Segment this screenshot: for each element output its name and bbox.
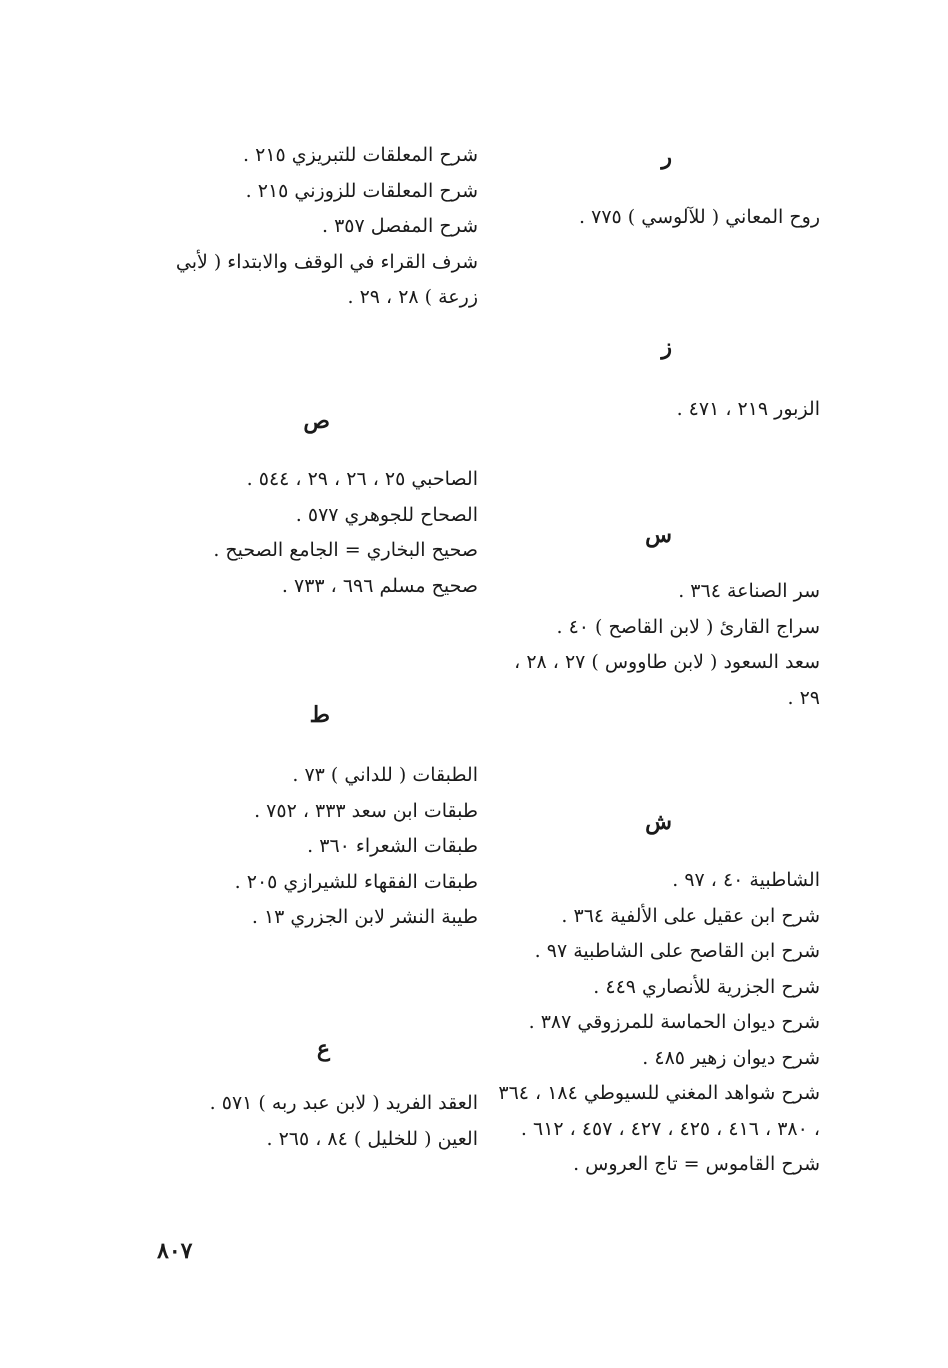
section-letter: ط bbox=[309, 702, 330, 728]
index-entry: صحيح مسلم ٦٩٦ ، ٧٣٣ . bbox=[281, 574, 478, 597]
index-entry: العقد الفريد ( لابن عبد ربه ) ٥٧١ . bbox=[209, 1092, 478, 1114]
section-ra bbox=[490, 140, 820, 236]
index-entry: روح المعاني ( للآلوسي ) ٧٧٥ . bbox=[579, 206, 820, 228]
index-entry: طبقات الفقهاء للشيرازي ٢٠٥ . bbox=[234, 870, 478, 893]
section-ayn bbox=[158, 1032, 478, 1157]
section-ta bbox=[158, 698, 478, 936]
index-entry: الصاحبي ٢٥ ، ٢٦ ، ٢٩ ، ٥٤٤ . bbox=[246, 468, 478, 490]
index-entry: شرح ديوان زهير ٤٨٥ . bbox=[642, 1046, 820, 1069]
entry-list bbox=[158, 138, 478, 316]
entry-list bbox=[158, 1086, 478, 1157]
index-entry: شرح ابن عقيل على الألفية ٣٦٤ . bbox=[561, 904, 820, 927]
index-entry: شرح ابن القاصح على الشاطبية ٩٧ . bbox=[534, 940, 820, 962]
index-entry: شرح ديوان الحماسة للمرزوقي ٣٨٧ . bbox=[528, 1011, 820, 1033]
entry-list bbox=[490, 200, 820, 236]
section-letter: س bbox=[645, 522, 672, 548]
page-number: ٨٠٧ bbox=[157, 1238, 193, 1264]
index-entry: شرح الجزرية للأنصاري ٤٤٩ . bbox=[593, 975, 820, 998]
index-entry: سراج القارئ ( لابن القاصح ) ٤٠ . bbox=[556, 615, 820, 638]
section-letter: ش bbox=[645, 809, 672, 835]
entry-list bbox=[158, 462, 478, 604]
index-entry: شرح شواهد المغني للسيوطي ١٨٤ ، ٣٦٤ ، ٣٨٠ ، ٤١٦ ، ٤٢٥ ، ٤٢٧ ، ٤٥٧ ، ٦١٢ . bbox=[498, 1082, 820, 1140]
section-sad bbox=[158, 404, 478, 604]
index-entry: طبقات الشعراء ٣٦٠ . bbox=[307, 835, 478, 857]
index-entry: سعد السعود ( لابن طاووس ) ٢٧ ، ٢٨ ، ٢٩ . bbox=[514, 651, 820, 709]
index-entry: طبقات ابن سعد ٣٣٣ ، ٧٥٢ . bbox=[254, 799, 478, 822]
index-entry: سر الصناعة ٣٦٤ . bbox=[678, 580, 820, 602]
section-letter: ص bbox=[303, 408, 330, 434]
section-letter: ع bbox=[316, 1036, 330, 1062]
section-letter: ر bbox=[661, 144, 672, 170]
index-entry: شرح القاموس = تاج العروس . bbox=[573, 1153, 820, 1175]
index-entry: شرح المفصل ٣٥٧ . bbox=[322, 215, 478, 237]
section-zay bbox=[490, 330, 820, 428]
index-entry: الصحاح للجوهري ٥٧٧ . bbox=[295, 503, 478, 526]
index-entry: طيبة النشر لابن الجزري ١٣ . bbox=[251, 906, 478, 928]
index-entry: الزبور ٢١٩ ، ٤٧١ . bbox=[676, 398, 820, 420]
index-entry: الشاطبية ٤٠ ، ٩٧ . bbox=[672, 869, 820, 891]
index-entry: شرح المعلقات للتبريزي ٢١٥ . bbox=[243, 144, 478, 166]
entry-list bbox=[490, 392, 820, 428]
index-entry: صحيح البخاري = الجامع الصحيح . bbox=[213, 539, 478, 561]
index-entry: شرح المعلقات للزوزني ٢١٥ . bbox=[245, 179, 478, 202]
index-entry: العين ( للخليل ) ٨٤ ، ٢٦٥ . bbox=[266, 1127, 478, 1150]
section-letter: ز bbox=[661, 334, 672, 360]
section-shin bbox=[490, 805, 820, 1183]
index-entry: الطبقات ( للداني ) ٧٣ . bbox=[292, 764, 478, 786]
section-sha-continued bbox=[158, 138, 478, 316]
index-entry: شرف القراء في الوقف والابتداء ( لأبي زرعة ) ٢٨ ، ٢٩ . bbox=[175, 250, 478, 308]
entry-list bbox=[158, 758, 478, 936]
entry-list bbox=[490, 863, 820, 1183]
entry-list bbox=[490, 574, 820, 716]
section-sin bbox=[490, 518, 820, 716]
